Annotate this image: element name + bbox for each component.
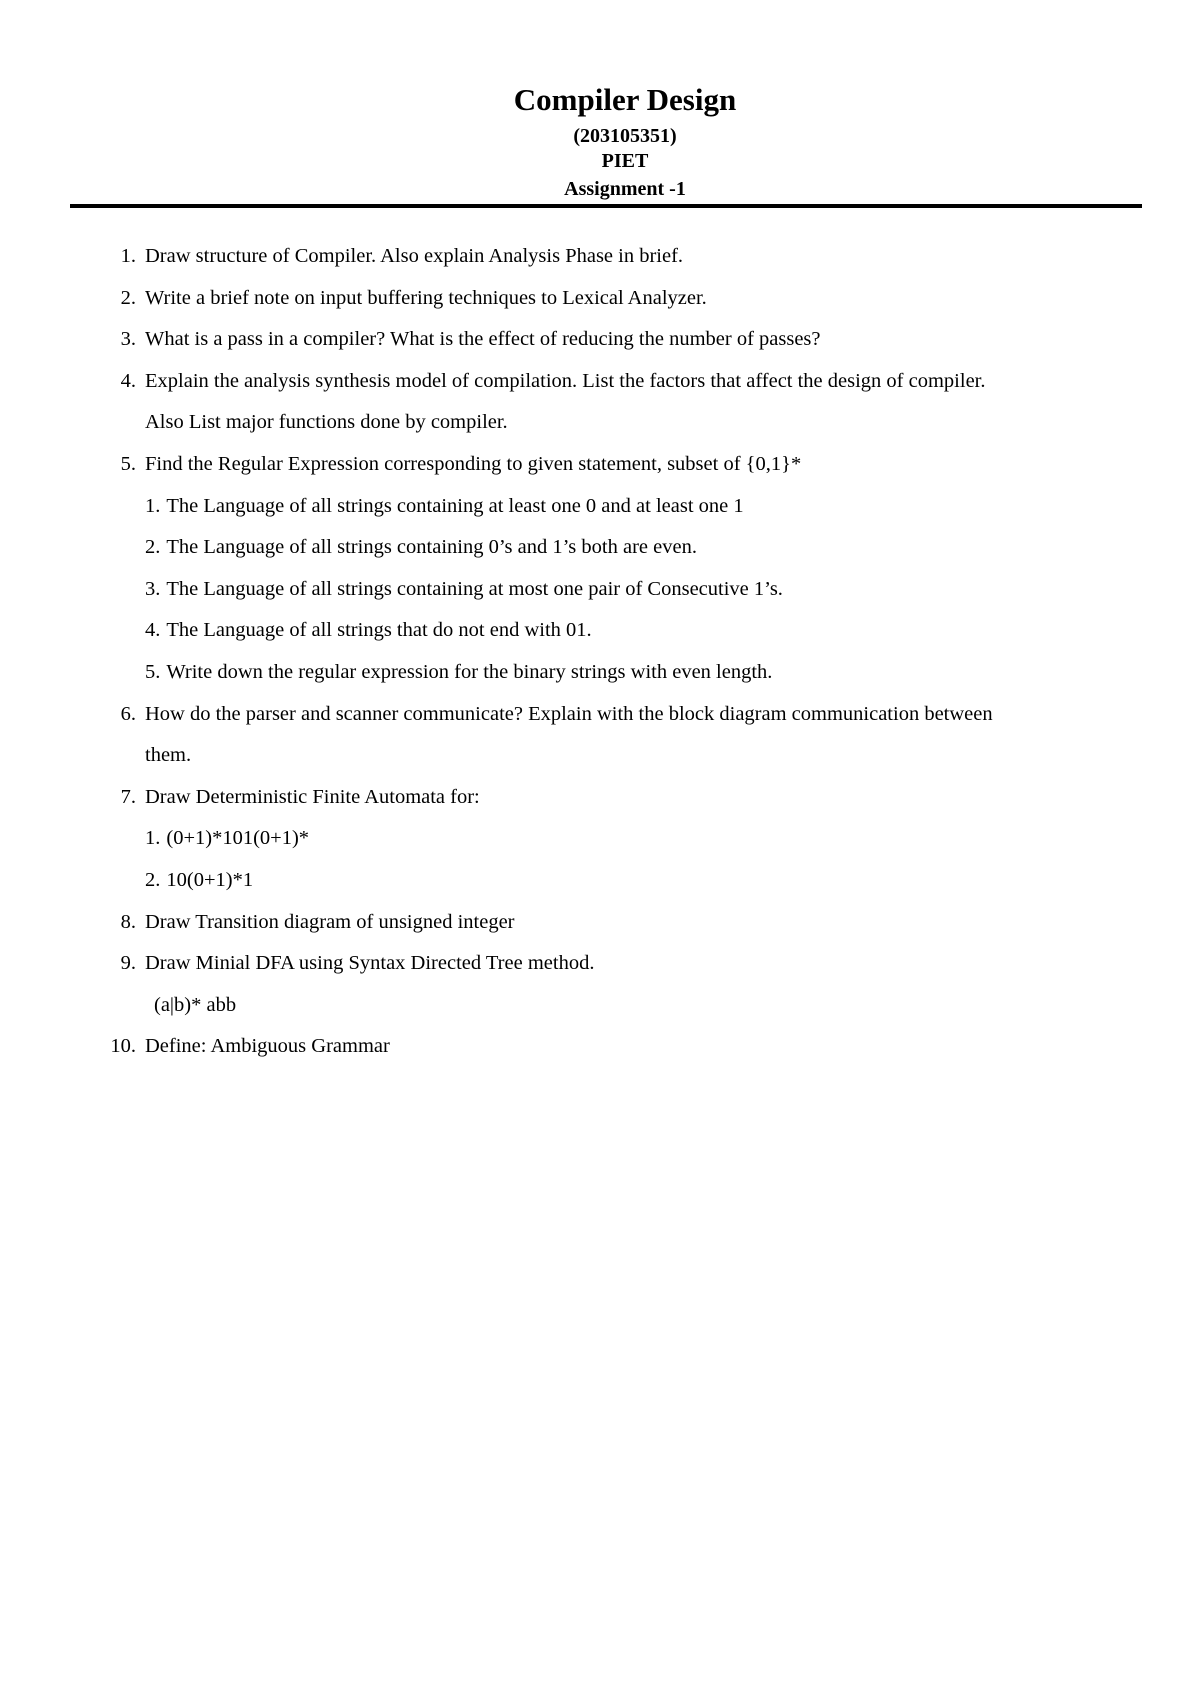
sub-item-text: The Language of all strings containing 0’s and 1’s both are even. bbox=[166, 536, 697, 559]
sub-item-number: 2. bbox=[145, 536, 161, 559]
assignment-heading: Assignment -1 bbox=[564, 178, 686, 200]
question-text: Draw Deterministic Finite Automata for: bbox=[145, 785, 480, 808]
question-item bbox=[0, 777, 1200, 819]
question-continuation-text: them. bbox=[145, 744, 192, 767]
sub-item bbox=[0, 527, 1200, 569]
question-item bbox=[0, 943, 1200, 985]
header-divider bbox=[70, 204, 1142, 208]
question-number: 4. bbox=[120, 369, 136, 392]
question-item bbox=[0, 278, 1200, 320]
question-number: 6. bbox=[120, 702, 136, 725]
question-number: 8. bbox=[120, 910, 136, 933]
course-code: (203105351) bbox=[573, 125, 677, 147]
expression-line bbox=[0, 985, 1200, 1027]
sub-item-text: 10(0+1)*1 bbox=[166, 868, 254, 891]
sub-item-number: 1. bbox=[145, 494, 161, 517]
sub-item-text: (0+1)*101(0+1)* bbox=[166, 827, 310, 850]
question-item bbox=[0, 319, 1200, 361]
institute-name: PIET bbox=[601, 150, 649, 172]
question-number: 5. bbox=[120, 452, 136, 475]
question-item bbox=[0, 361, 1200, 403]
question-text: Draw Minial DFA using Syntax Directed Tree method. bbox=[145, 952, 595, 975]
question-item bbox=[0, 236, 1200, 278]
sub-item-number: 5. bbox=[145, 660, 161, 683]
sub-item-text: The Language of all strings that do not end with 01. bbox=[166, 619, 592, 642]
sub-item bbox=[0, 610, 1200, 652]
sub-item-number: 1. bbox=[145, 827, 161, 850]
question-text: Draw Transition diagram of unsigned integer bbox=[145, 910, 515, 933]
question-item bbox=[0, 694, 1200, 736]
question-text: Write a brief note on input buffering techniques to Lexical Analyzer. bbox=[145, 286, 707, 309]
sub-item bbox=[0, 569, 1200, 611]
sub-item bbox=[0, 818, 1200, 860]
sub-item-number: 4. bbox=[145, 619, 161, 642]
regular-expression: (a|b)* abb bbox=[154, 993, 237, 1016]
question-continuation bbox=[0, 735, 1200, 777]
sub-item-number: 3. bbox=[145, 577, 161, 600]
question-number: 7. bbox=[120, 785, 136, 808]
question-number: 2. bbox=[120, 286, 136, 309]
question-number: 3. bbox=[120, 328, 136, 351]
question-text: Explain the analysis synthesis model of compilation. List the factors that affect the design of compiler. bbox=[145, 369, 986, 392]
question-text: Draw structure of Compiler. Also explain Analysis Phase in brief. bbox=[145, 245, 684, 267]
question-number: 10. bbox=[110, 1035, 136, 1058]
sub-item bbox=[0, 652, 1200, 694]
question-item bbox=[0, 444, 1200, 486]
sub-item bbox=[0, 860, 1200, 902]
question-item bbox=[0, 1026, 1200, 1068]
question-number: 9. bbox=[120, 952, 136, 975]
sub-item bbox=[0, 486, 1200, 528]
sub-item-text: The Language of all strings containing at least one 0 and at least one 1 bbox=[166, 494, 744, 517]
question-continuation-text: Also List major functions done by compiler. bbox=[145, 411, 508, 434]
question-text: Find the Regular Expression corresponding to given statement, subset of {0,1}* bbox=[145, 452, 802, 475]
question-text: What is a pass in a compiler? What is the effect of reducing the number of passes? bbox=[145, 328, 821, 351]
question-number: 1. bbox=[120, 245, 136, 267]
question-text: Define: Ambiguous Grammar bbox=[145, 1035, 390, 1058]
sub-item-text: The Language of all strings containing at most one pair of Consecutive 1’s. bbox=[166, 577, 783, 600]
page-title: Compiler Design bbox=[513, 82, 737, 117]
sub-item-number: 2. bbox=[145, 868, 161, 891]
question-text: How do the parser and scanner communicate? Explain with the block diagram communication between bbox=[145, 702, 993, 725]
question-list bbox=[0, 236, 1200, 1068]
question-continuation bbox=[0, 402, 1200, 444]
question-item bbox=[0, 902, 1200, 944]
sub-item-text: Write down the regular expression for the binary strings with even length. bbox=[166, 660, 773, 683]
